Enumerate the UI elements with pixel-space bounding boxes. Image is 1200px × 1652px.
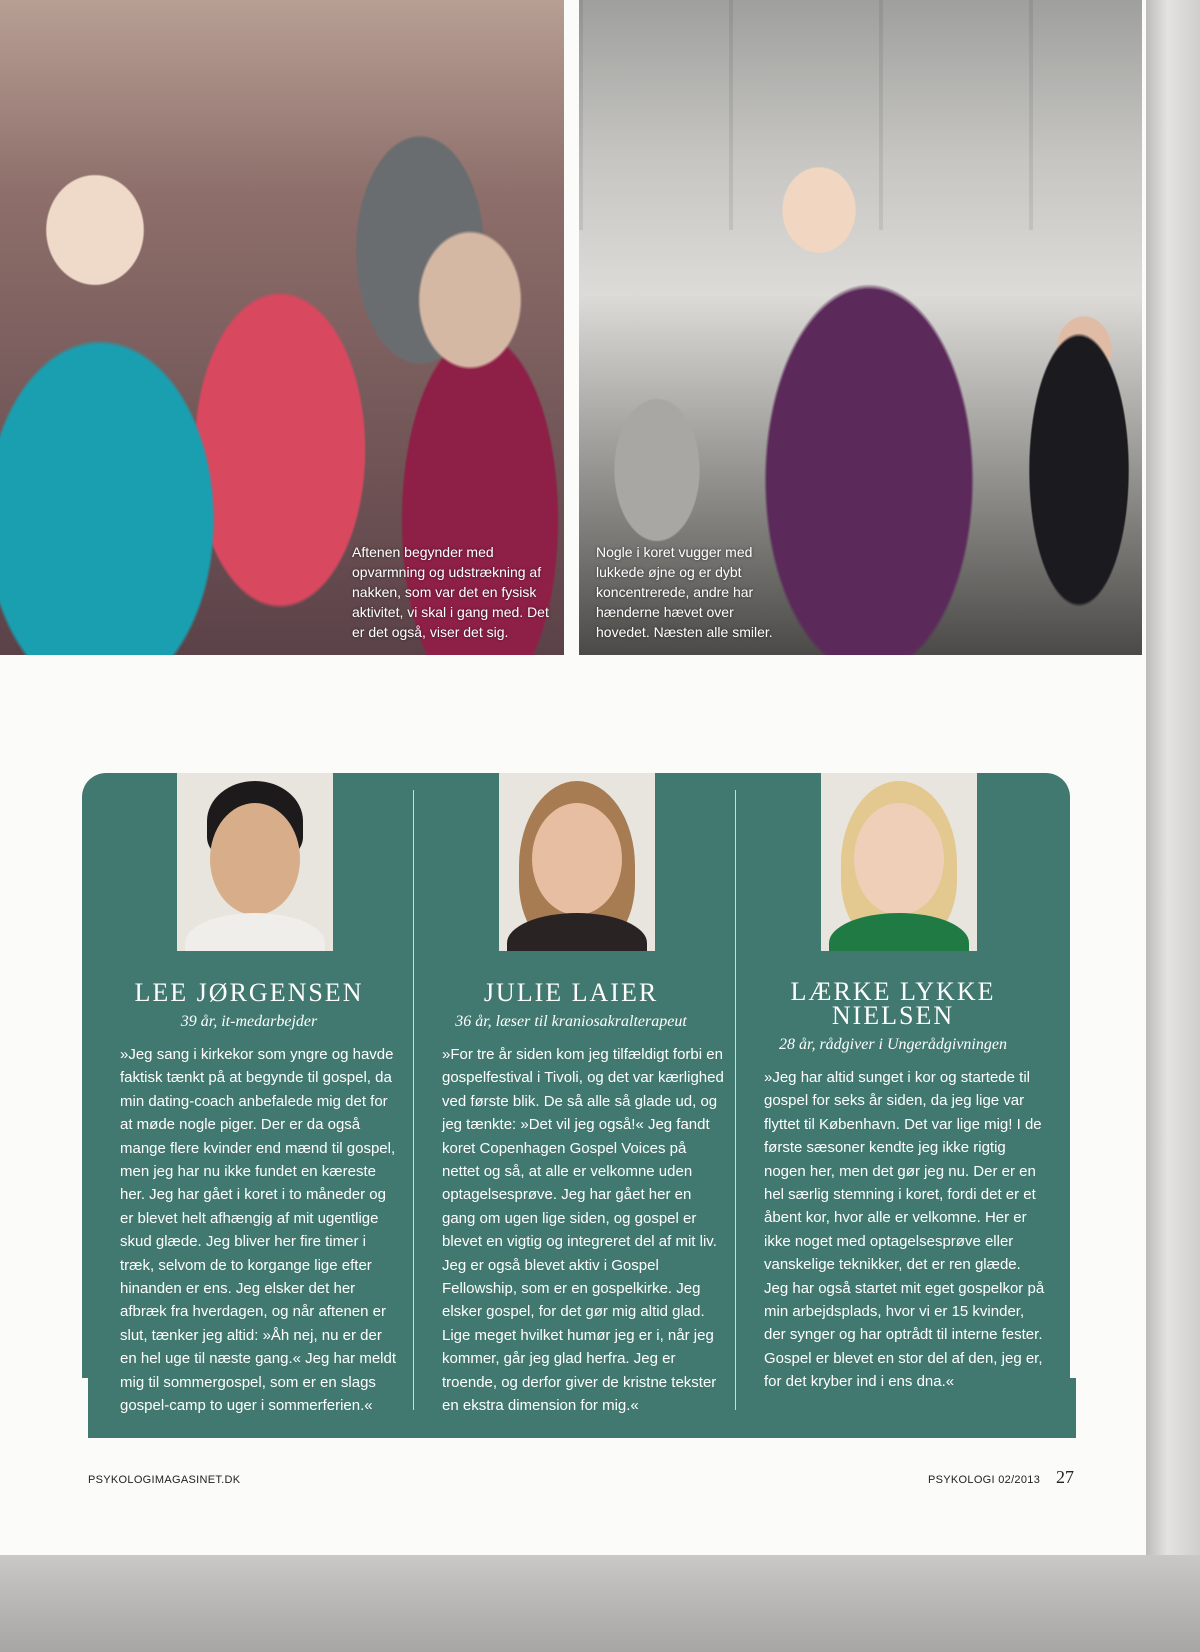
profile-card <box>88 773 410 1438</box>
portrait-face <box>532 803 622 915</box>
profile-subtitle: 36 år, læser til kraniosakralterapeut <box>455 1013 687 1030</box>
portrait-photo <box>177 773 333 951</box>
portrait-face <box>210 803 300 915</box>
left-photo-caption: Aftenen begynder med opvarmning og udstrækning af nakken, som var det en fysisk aktivitet, vi skal i gang med. Det er det også, viser det sig. <box>352 544 549 640</box>
profile-quote <box>442 1043 724 1418</box>
scan-edge <box>1146 0 1200 1652</box>
scan-bottom <box>0 1555 1200 1652</box>
choir-warmup-photo <box>0 0 564 655</box>
right-photo-caption: Nogle i koret vugger med lukkede øjne og er dybt koncentrerede, andre har hænderne hævet over hovedet. Næsten alle smiler. <box>596 544 773 640</box>
profile-quote-text: »Jeg sang i kirkekor som yngre og havde faktisk tænkt på at begynde til gospel, da min dating-coach anbefalede mig det for at møde nogle piger. Der er da også mange flere kvinder end mænd til gospel, men jeg har nu ikke fundet en kæreste her. Jeg har gået i koret i to måneder og er blevet helt afhængig af mit ugentlige skud glæde. Jeg bliver her fire timer i træk, selvom de to korgange lige efter hinanden er ens. Jeg elsker det her afbræk fra hverdagen, og når aftenen er slut, tænker jeg altid: »Åh nej, nu er der en hel uge til næste gang.« Jeg har meldt mig til sommergospel, som er en slags gospel-camp to uger i sommerferien.« <box>120 1046 397 1415</box>
profile-quote-text: »For tre år siden kom jeg tilfældigt forbi en gospelfestival i Tivoli, og det var kærlighed ved første blik. De så alle så glade ud, og jeg tænkte: »Det vil jeg også!« Jeg fandt koret Copenhagen Gospel Voices på nettet og så, at alle er velkomne uden optagelsesprøve. Jeg har gået her en gang om ugen lige siden, og gospel er blevet en vigtig og integreret del af mit liv. Jeg er også blevet aktiv i Gospel Fellowship, som er en gospelkirke. Jeg elsker gospel, for det gør mig altid glad. Lige meget hvilket humør jeg er i, når jeg kommer, går jeg glad herfra. Jeg er troende, og derfor giver de kristne tekster en ekstra dimension for mig.« <box>442 1046 724 1415</box>
page-number: 27 <box>1056 1467 1074 1487</box>
portrait-photo <box>499 773 655 951</box>
profile-quote <box>120 1043 402 1418</box>
portrait-shirt <box>185 913 325 951</box>
profile-name: LÆRKE LYKKE NIELSEN <box>790 977 996 1030</box>
footer-website: PSYKOLOGIMAGASINET.DK <box>88 1474 241 1486</box>
profile-quote-text: »Jeg har altid sunget i kor og startede til gospel for seks år siden, da jeg lige var flyttet til København. Det var lige mig! I de første sæsoner kendte jeg ikke rigtig nogen her, men det gør jeg nu. Der er en hel særlig stemning i koret, fordi det er et åbent kor, hvor alle er velkomne. Her er ikke noget med optagelsesprøve eller vanskelige teknikker, det er ren glæde. Jeg har også startet mit eget gospelkor på min arbejdsplads, hvor vi er 15 kvinder, der synger og har optrådt til interne fester. Gospel er blevet en stor del af den, jeg er, for det kryber ind i ens dna.« <box>764 1069 1045 1391</box>
profile-name: LEE JØRGENSEN <box>134 978 364 1007</box>
profile-quote <box>764 1066 1046 1394</box>
profile-card <box>410 773 732 1438</box>
profile-subtitle: 28 år, rådgiver i Ungerådgivningen <box>779 1036 1007 1053</box>
portrait-face <box>854 803 944 915</box>
profile-card <box>732 773 1054 1438</box>
portrait-photo <box>821 773 977 951</box>
footer-issue: PSYKOLOGI 02/2013 <box>928 1474 1041 1486</box>
profile-name: JULIE LAIER <box>483 978 659 1007</box>
profile-subtitle: 39 år, it-medarbejder <box>180 1013 318 1030</box>
choir-singing-photo <box>579 0 1142 655</box>
